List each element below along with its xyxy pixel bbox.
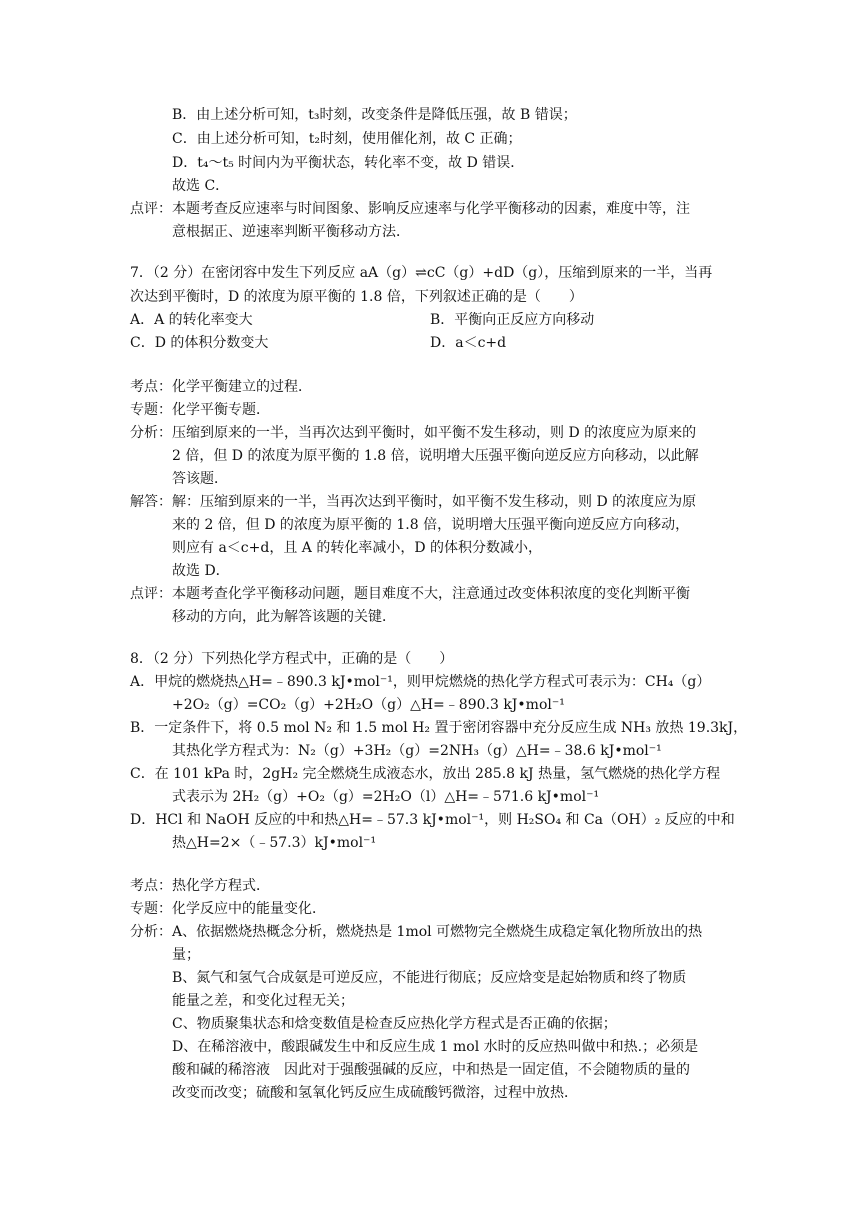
q8-kaodian: 考点：热化学方程式． (130, 878, 270, 894)
q7-jieda-cont2: 则应有 a＜c+d，且 A 的转化率减小，D 的体积分数减小， (172, 540, 543, 556)
prev-comment: 点评：本题考查反应速率与时间图象、影响反应速率与化学平衡移动的因素，难度中等，注 (130, 201, 690, 217)
q8-option-a: A．甲烷的燃烧热△H=﹣890.3 kJ•mol⁻¹，则甲烷燃烧的热化学方程式可表示为：CH₄（g） (130, 674, 711, 690)
q8-fenxi-c: C、物质聚集状态和焓变数值是检查反应热化学方程式是否正确的依据； (172, 1016, 617, 1032)
q7-answer: 故选 D． (172, 563, 230, 579)
prev-comment-cont: 意根据正、逆速率判断平衡移动方法． (172, 224, 410, 240)
prev-option-d-analysis: D．t₄～t₅ 时间内为平衡状态，转化率不变，故 D 错误． (172, 155, 525, 171)
q7-option-d: D．a＜c+d (430, 335, 507, 351)
q8-stem: 8．（2 分）下列热化学方程式中，正确的是（ ） (130, 651, 454, 667)
q8-fenxi-a-cont: 量； (172, 947, 200, 963)
q8-option-d-cont: 热△H=2×（﹣57.3）kJ•mol⁻¹ (172, 835, 377, 851)
q8-fenxi-d-cont1: 酸和碱的稀溶液 因此对于强酸强碱的反应，中和热是一固定值，不会随物质的量的 (172, 1062, 690, 1078)
q7-option-c: C．D 的体积分数变大 (130, 335, 269, 351)
q7-option-b: B．平衡向正反应方向移动 (430, 312, 595, 328)
q8-option-a-cont: +2O₂（g）=CO₂（g）+2H₂O（g）△H=﹣890.3 kJ•mol⁻¹ (172, 697, 565, 713)
q8-zhuanti: 专题：化学反应中的能量变化． (130, 901, 326, 917)
q7-stem-line2: 次达到平衡时，D 的浓度为原平衡的 1.8 倍，下列叙述正确的是（ ） (130, 289, 583, 305)
q8-fenxi-b: B、氮气和氢气合成氨是可逆反应，不能进行彻底；反应焓变是起始物质和终了物质 (172, 970, 687, 986)
q8-fenxi-d-cont2: 改变而改变；硫酸和氢氧化钙反应生成硫酸钙微溶，过程中放热． (172, 1085, 578, 1101)
q7-jieda-cont1: 来的 2 倍，但 D 的浓度为原平衡的 1.8 倍，说明增大压强平衡向逆反应方向移动， (172, 517, 690, 533)
q8-fenxi-d: D、在稀溶液中，酸跟碱发生中和反应生成 1 mol 水时的反应热叫做中和热.；必须是 (172, 1039, 699, 1055)
q7-dianping-cont: 移动的方向，此为解答该题的关键． (172, 609, 396, 625)
q8-option-b: B．一定条件下，将 0.5 mol N₂ 和 1.5 mol H₂ 置于密闭容器中充分反应生成 NH₃ 放热 19.3kJ， (130, 720, 748, 736)
q8-fenxi: 分析：A、依据燃烧热概念分析，燃烧热是 1mol 可燃物完全燃烧生成稳定氧化物所放出的热 (130, 924, 703, 940)
q7-fenxi: 分析：压缩到原来的一半，当再次达到平衡时，如平衡不发生移动，则 D 的浓度应为原来的 (130, 425, 697, 441)
q7-stem-line1: 7．（2 分）在密闭容中发生下列反应 aA（g）⇌cC（g）+dD（g），压缩到原来的一半，当再 (130, 265, 713, 281)
q8-option-c: C．在 101 kPa 时，2gH₂ 完全燃烧生成液态水，放出 285.8 kJ 热量，氢气燃烧的热化学方程 (130, 766, 721, 782)
q7-jieda: 解答：解：压缩到原来的一半，当再次达到平衡时，如平衡不发生移动，则 D 的浓度应为原 (130, 494, 697, 510)
q8-option-d: D．HCl 和 NaOH 反应的中和热△H=﹣57.3 kJ•mol⁻¹，则 H₂SO₄ 和 Ca（OH）₂ 反应的中和 (130, 812, 735, 828)
prev-option-b-analysis: B．由上述分析可知，t₃时刻，改变条件是降低压强，故 B 错误； (172, 107, 577, 123)
q7-fenxi-cont1: 2 倍，但 D 的浓度为原平衡的 1.8 倍，说明增大压强平衡向逆反应方向移动，以此解 (172, 448, 699, 464)
q7-option-a: A．A 的转化率变大 (130, 312, 253, 328)
q8-option-c-cont: 式表示为 2H₂（g）+O₂（g）=2H₂O（l）△H=﹣571.6 kJ•mol⁻¹ (172, 789, 600, 805)
q7-kaodian: 考点：化学平衡建立的过程． (130, 379, 312, 395)
q7-zhuanti: 专题：化学平衡专题． (130, 402, 270, 418)
q8-fenxi-b-cont: 能量之差，和变化过程无关； (172, 993, 354, 1009)
prev-answer: 故选 C． (172, 178, 230, 194)
prev-option-c-analysis: C．由上述分析可知，t₂时刻，使用催化剂，故 C 正确； (172, 131, 522, 147)
q7-fenxi-cont2: 答该题． (172, 471, 228, 487)
q7-dianping: 点评：本题考查化学平衡移动问题，题目难度不大，注意通过改变体积浓度的变化判断平衡 (130, 586, 690, 602)
q8-option-b-cont: 其热化学方程式为：N₂（g）+3H₂（g）=2NH₃（g）△H=﹣38.6 kJ•mol⁻¹ (172, 743, 662, 759)
